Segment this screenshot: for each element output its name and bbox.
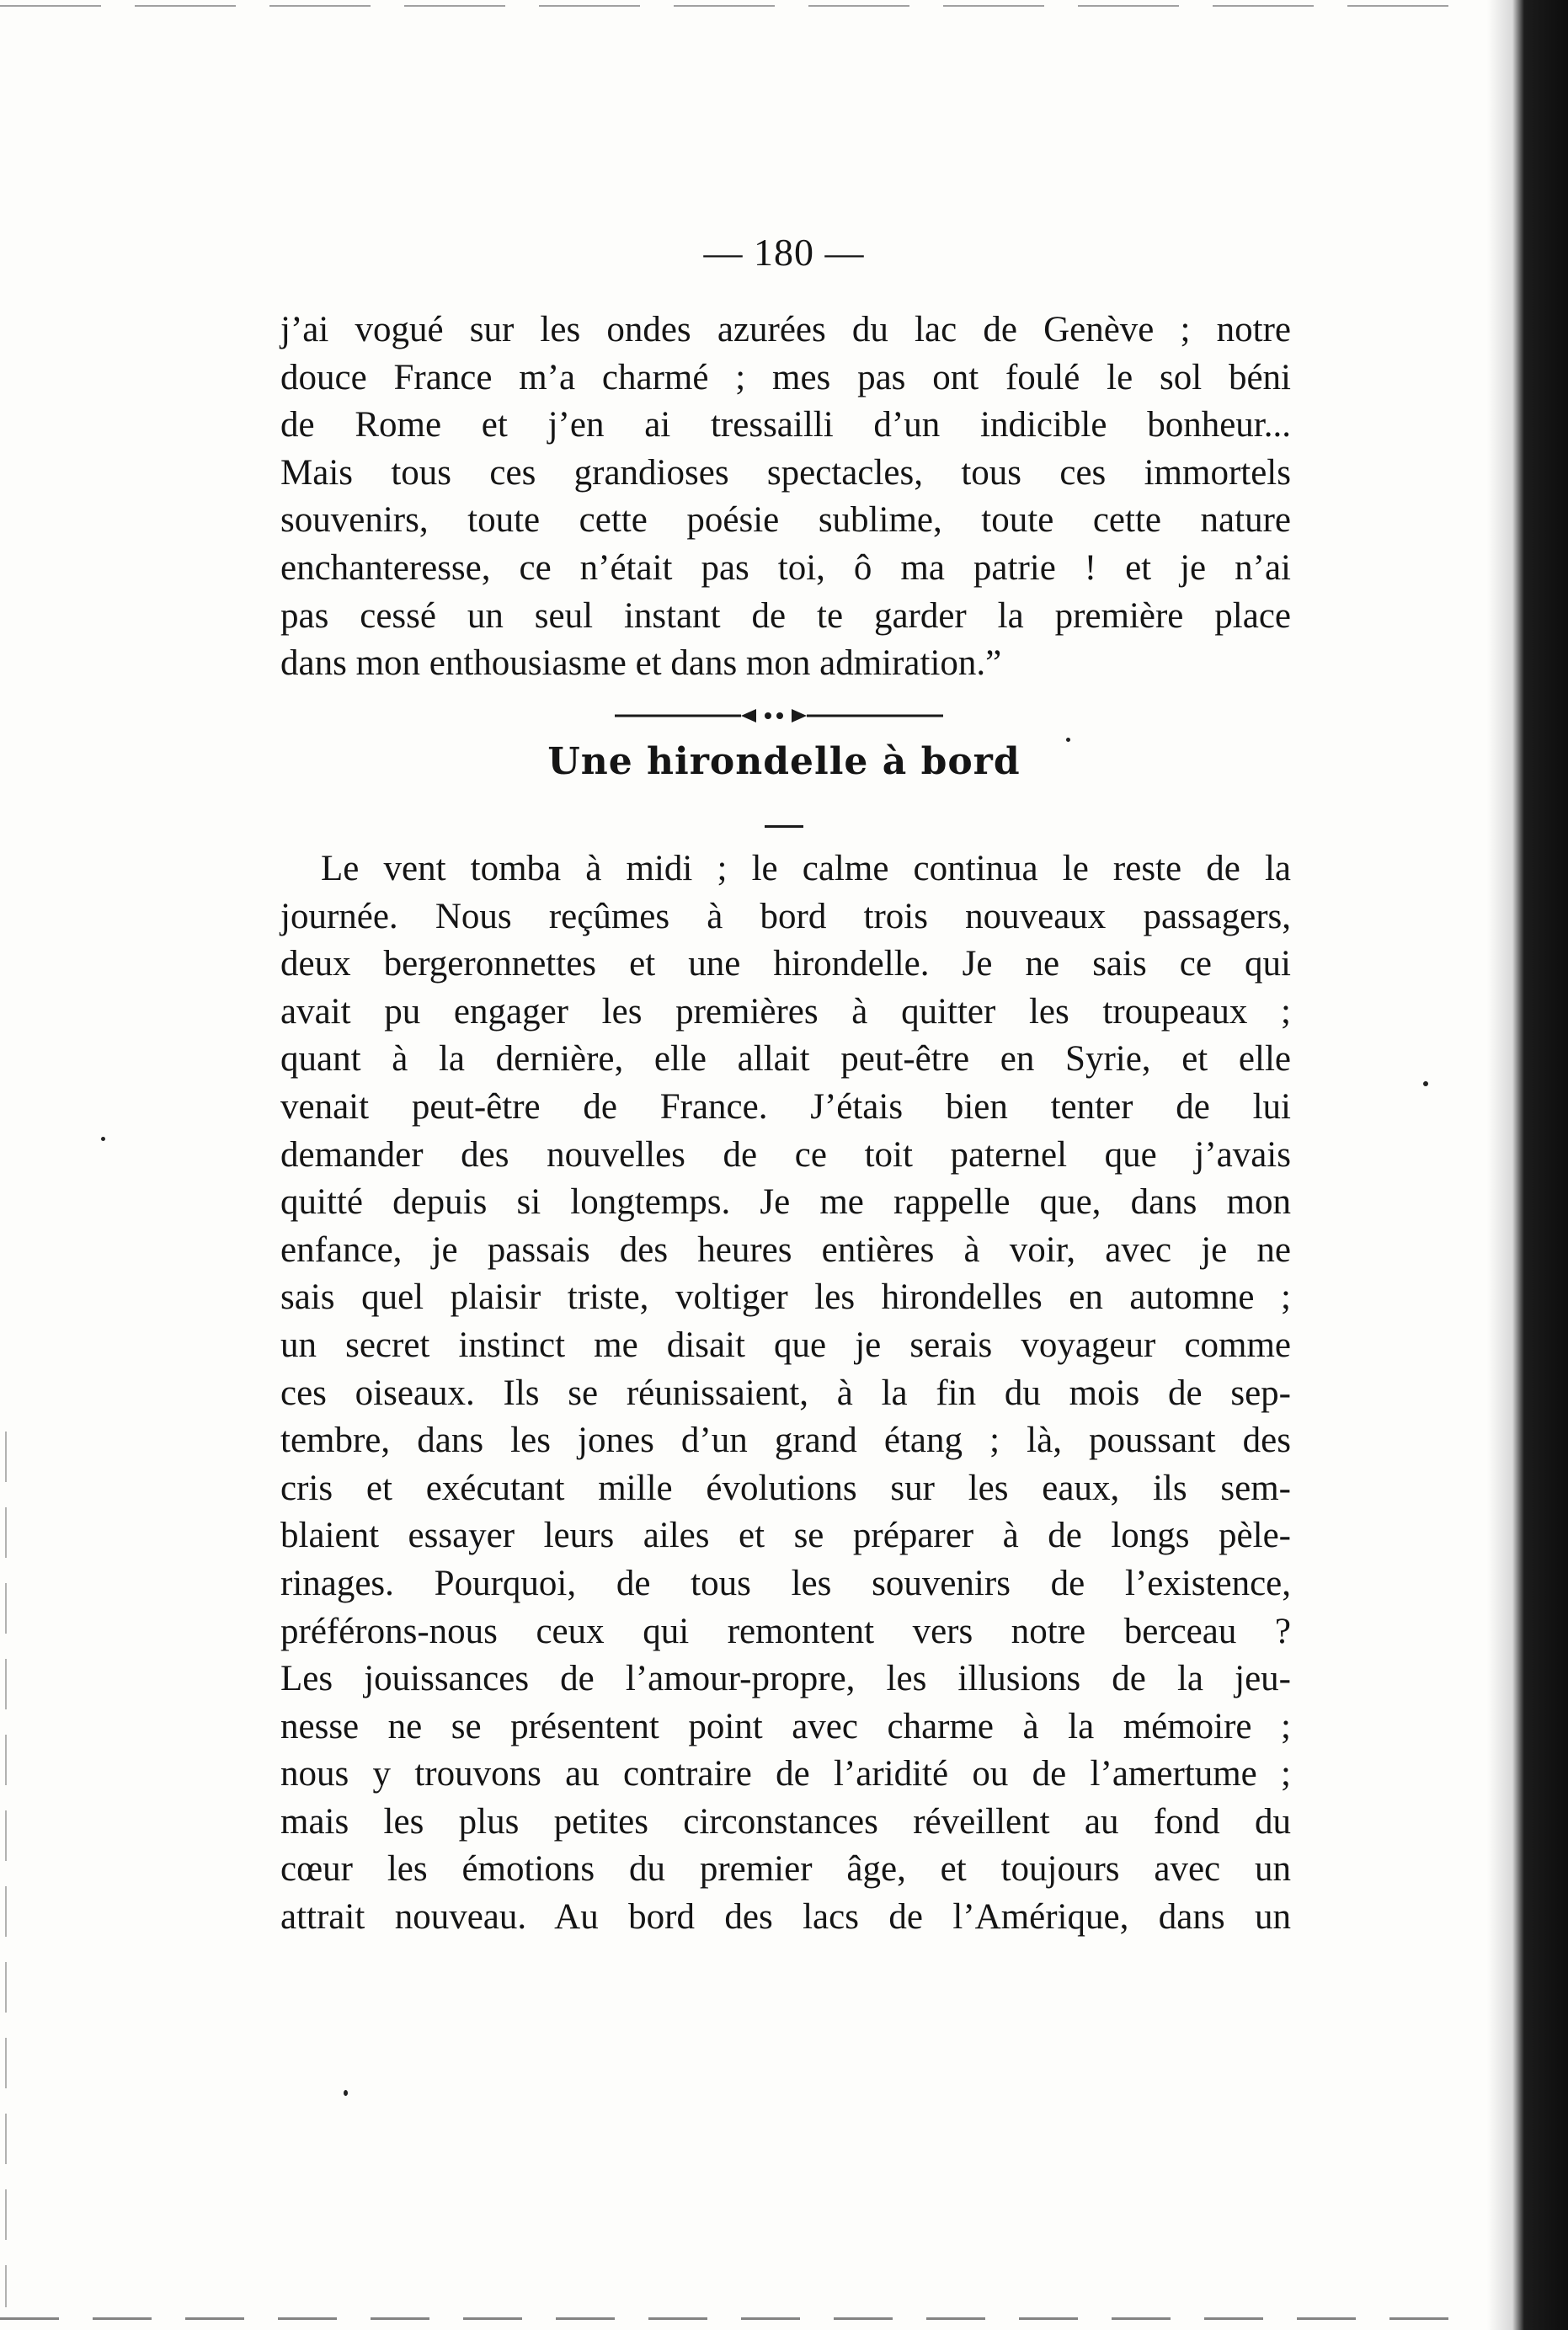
section-ornament-divider <box>615 706 943 726</box>
text-line: préférons-nous ceux qui remontent vers notre berceau ? <box>280 1611 1291 1651</box>
text-line: Mais tous ces grandioses spectacles, tous ces immortels <box>280 452 1291 493</box>
section-title: Une hirondelle à bord <box>547 740 1021 783</box>
text-line: Le vent tomba à midi ; le calme continua le reste de la <box>321 849 1291 888</box>
scan-left-artifact <box>5 1432 7 2307</box>
text-line: demander des nouvelles de ce toit paternel que j’avais <box>280 1134 1291 1175</box>
text-line: quitté depuis si longtemps. Je me rappelle que, dans mon <box>280 1182 1291 1223</box>
text-line: blaient essayer leurs ailes et se préparer à de longs pèle- <box>280 1516 1291 1556</box>
text-line: enchanteresse, ce n’était pas toi, ô ma patrie ! et je n’ai <box>280 547 1291 588</box>
text-line: deux bergeronnettes et une hirondelle. Je ne sais ce qui <box>280 944 1291 984</box>
scan-top-artifact <box>0 5 1482 7</box>
heading-rule <box>765 825 803 828</box>
scan-binding-edge <box>1487 0 1568 2330</box>
text-line: dans mon enthousiasme et dans mon admiration.” <box>280 643 1002 684</box>
page-number: — 180 — <box>703 231 865 274</box>
scan-speck <box>101 1137 105 1141</box>
text-line: Les jouissances de l’amour-propre, les illusions de la jeu- <box>280 1659 1291 1699</box>
text-line: rinages. Pourquoi, de tous les souvenirs de l’existence, <box>280 1563 1291 1603</box>
text-line: pas cessé un seul instant de te garder la première place <box>280 595 1291 636</box>
paragraph-quote-end <box>280 307 1291 688</box>
text-line: de Rome et j’en ai tressailli d’un indicible bonheur... <box>280 405 1291 445</box>
scan-speck <box>1423 1081 1428 1086</box>
text-line: nous y trouvons au contraire de l’aridité ou de l’amertume ; <box>280 1754 1291 1794</box>
paragraph-section-body <box>280 845 1291 1942</box>
scan-bottom-artifact <box>0 2317 1482 2320</box>
text-line: ces oiseaux. Ils se réunissaient, à la fin du mois de sep- <box>280 1373 1291 1413</box>
text-line: souvenirs, toute cette poésie sublime, toute cette nature <box>280 500 1291 541</box>
text-line: attrait nouveau. Au bord des lacs de l’Amérique, dans un <box>280 1897 1291 1938</box>
text-line: venait peut-être de France. J’étais bien tenter de lui <box>280 1086 1291 1127</box>
text-line: un secret instinct me disait que je serais voyageur comme <box>280 1325 1291 1365</box>
text-line: quant à la dernière, elle allait peut-être en Syrie, et elle <box>280 1039 1291 1080</box>
text-line: enfance, je passais des heures entières à voir, avec je ne <box>280 1229 1291 1270</box>
text-line: avait pu engager les premières à quitter les troupeaux ; <box>280 991 1291 1032</box>
text-line: cris et exécutant mille évolutions sur les eaux, ils sem- <box>280 1468 1291 1508</box>
scan-speck <box>344 2090 348 2096</box>
text-line: journée. Nous reçûmes à bord trois nouveaux passagers, <box>280 896 1291 936</box>
text-line: sais quel plaisir triste, voltiger les hirondelles en automne ; <box>280 1277 1291 1318</box>
text-line: nesse ne se présentent point avec charme à la mémoire ; <box>280 1706 1291 1746</box>
text-line: tembre, dans les jones d’un grand étang ; là, poussant des <box>280 1421 1291 1461</box>
text-line: douce France m’a charmé ; mes pas ont foulé le sol béni <box>280 357 1291 397</box>
text-line: mais les plus petites circonstances réveillent au fond du <box>280 1801 1291 1842</box>
text-line: j’ai vogué sur les ondes azurées du lac de Genève ; notre <box>280 310 1291 349</box>
text-line: cœur les émotions du premier âge, et toujours avec un <box>280 1849 1291 1890</box>
